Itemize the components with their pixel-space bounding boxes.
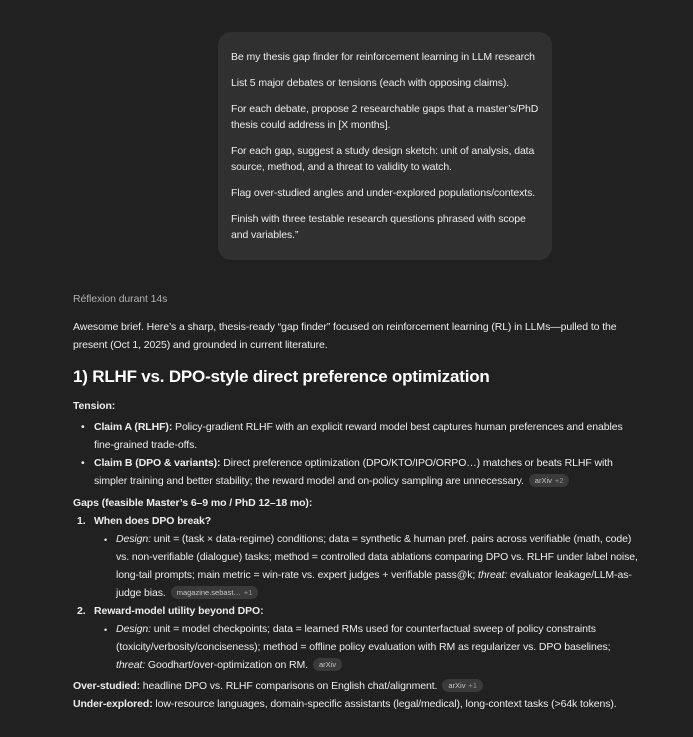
thinking-duration-label[interactable]: Réflexion durant 14s <box>73 293 168 305</box>
under-explored-text: low-resource languages, domain-specific assistants (legal/medical), long-context tasks (>64k tokens). <box>152 698 617 710</box>
gap-title: When does DPO break? <box>94 515 212 527</box>
gap-design-item <box>116 530 640 602</box>
citation-source: magazine.sebast… <box>176 588 241 597</box>
citation-count: +1 <box>243 588 253 597</box>
design-text: unit = model checkpoints; data = learned RMs used for counterfactual sweep of policy constraints (toxicity/verbosity/conciseness); method = offline policy evaluation with RM as regularizer vs. DPO baselines; <box>116 623 611 653</box>
claim-item <box>94 418 640 454</box>
threat-label: threat: <box>116 659 146 671</box>
user-message-paragraph: For each debate, propose 2 researchable gaps that a master’s/PhD thesis could address in [X months]. <box>231 103 539 131</box>
under-explored-line <box>73 695 640 713</box>
over-studied-line <box>73 677 640 695</box>
gap-detail-list <box>94 530 640 602</box>
gap-item <box>77 602 640 674</box>
user-message-paragraph: Be my thesis gap finder for reinforcement learning in LLM research <box>231 51 535 63</box>
citation-badge[interactable] <box>171 586 259 599</box>
user-message-paragraph: Finish with three testable research questions phrased with scope and variables.” <box>231 213 526 241</box>
assistant-intro: Awesome brief. Here’s a sharp, thesis-ready “gap finder” focused on reinforcement learning (RL) in LLMs—pulled to the present (Oct 1, 2025) and grounded in current literature. <box>73 321 617 351</box>
gap-detail-list <box>94 620 640 674</box>
threat-text: Goodhart/over-optimization on RM. <box>145 659 309 671</box>
gap-item <box>77 512 640 602</box>
threat-label: threat: <box>478 569 508 581</box>
user-message-paragraph: Flag over-studied angles and under-explored populations/contexts. <box>231 187 536 199</box>
gaps-list <box>73 512 640 674</box>
gap-title: Reward-model utility beyond DPO: <box>94 605 264 617</box>
claim-label: Claim B (DPO & variants): <box>94 457 221 469</box>
citation-count: +1 <box>468 681 478 690</box>
claims-list <box>73 418 640 490</box>
gap-number: 1. <box>77 515 86 527</box>
citation-source: arXiv <box>319 660 337 669</box>
user-message-paragraph: List 5 major debates or tensions (each with opposing claims). <box>231 77 510 89</box>
section-heading: 1) RLHF vs. DPO-style direct preference optimization <box>73 367 490 386</box>
over-studied-label: Over-studied: <box>73 680 140 692</box>
design-label: Design: <box>116 623 151 635</box>
citation-source: arXiv <box>448 681 466 690</box>
claim-text: Policy-gradient RLHF with an explicit reward model best captures human preferences and enables fine-grained trade-offs. <box>94 421 623 451</box>
claim-label: Claim A (RLHF): <box>94 421 173 433</box>
gap-number: 2. <box>77 605 86 617</box>
design-label: Design: <box>116 533 151 545</box>
user-message-bubble <box>218 32 552 260</box>
claim-text: Direct preference optimization (DPO/KTO/IPO/ORPO…) matches or beats RLHF with simpler training and better stability; the reward model and on-policy sampling are unnecessary. <box>94 457 613 487</box>
citation-badge[interactable] <box>442 679 483 692</box>
gaps-heading: Gaps (feasible Master’s 6–9 mo / PhD 12–18 mo): <box>73 497 313 509</box>
claim-item <box>94 454 640 490</box>
citation-badge[interactable] <box>529 474 570 487</box>
threat-text: evaluator leakage/LLM-as-judge bias. <box>116 569 632 599</box>
under-explored-label: Under-explored: <box>73 698 153 710</box>
design-text: unit = (task × data-regime) conditions; data = synthetic & human pref. pairs across verifiable (math, code) vs. non-verifiable (dialogue) tasks; method = controlled data ablations comparing DPO vs. RLHF under label noise, long-tail prompts; main metric = win-rate vs. expert judges + verifiable pass@k; <box>116 533 638 581</box>
citation-badge[interactable] <box>313 658 342 671</box>
user-message-paragraph: For each gap, suggest a study design sketch: unit of analysis, data source, method, and a threat to validity to watch. <box>231 145 535 173</box>
gap-design-item <box>116 620 640 674</box>
assistant-message <box>73 293 640 713</box>
citation-source: arXiv <box>534 476 552 485</box>
tension-label: Tension: <box>73 400 116 412</box>
over-studied-text: headline DPO vs. RLHF comparisons on English chat/alignment. <box>139 680 438 692</box>
citation-count: +2 <box>554 476 564 485</box>
